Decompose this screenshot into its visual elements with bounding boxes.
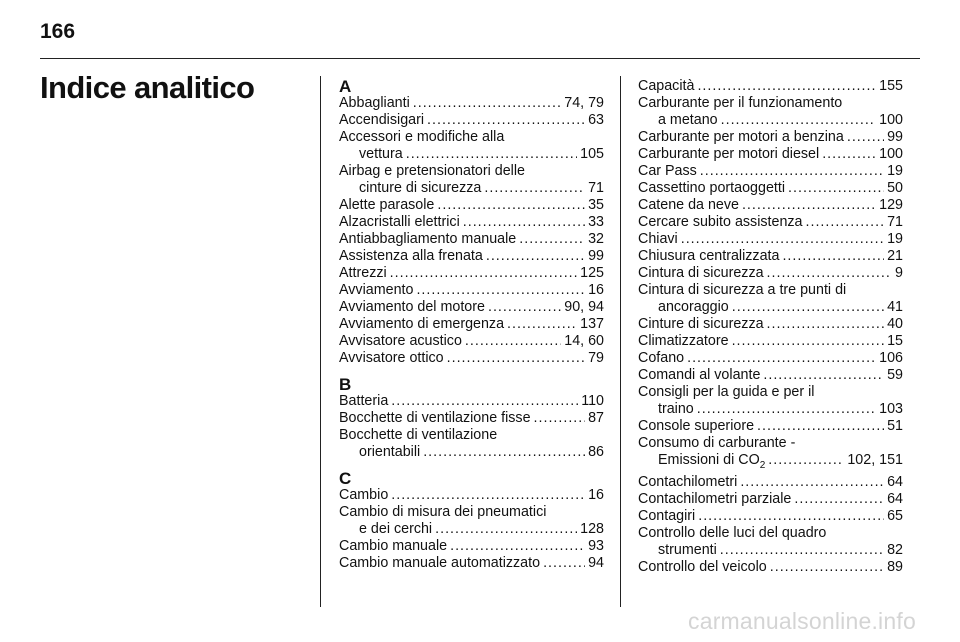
index-entry: Batteria ..... 110 bbox=[339, 393, 604, 410]
index-entry: Avviamento del motore ..... 90, 94 bbox=[339, 299, 604, 316]
index-entry: Avviamento ..... 16 bbox=[339, 282, 604, 299]
index-entry: strumenti ..... 82 bbox=[638, 542, 903, 559]
index-entry: Alette parasole ..... 35 bbox=[339, 197, 604, 214]
index-entry: Cassettino portaoggetti ..... 50 bbox=[638, 180, 903, 197]
index-entry: Contagiri ..... 65 bbox=[638, 508, 903, 525]
index-entry: ancoraggio ..... 41 bbox=[638, 299, 903, 316]
index-entry: Carburante per motori a benzina ..... 99 bbox=[638, 129, 903, 146]
index-entry: Car Pass ..... 19 bbox=[638, 163, 903, 180]
index-entry: Avviamento di emergenza ..... 137 bbox=[339, 316, 604, 333]
index-entry: a metano ..... 100 bbox=[638, 112, 903, 129]
index-entry: Contachilometri ..... 64 bbox=[638, 474, 903, 491]
index-entry: Chiavi ..... 19 bbox=[638, 231, 903, 248]
index-entry: Chiusura centralizzata ..... 21 bbox=[638, 248, 903, 265]
index-entry: e dei cerchi ..... 128 bbox=[339, 521, 604, 538]
index-entry: Cambio ..... 16 bbox=[339, 487, 604, 504]
index-entry: Abbaglianti ..... 74, 79 bbox=[339, 95, 604, 112]
index-entry: Cercare subito assistenza ..... 71 bbox=[638, 214, 903, 231]
letter-heading-a: A bbox=[339, 77, 352, 96]
index-entry: Assistenza alla frenata ..... 99 bbox=[339, 248, 604, 265]
index-entry: Capacità ..... 155 bbox=[638, 78, 903, 95]
index-column-2 bbox=[638, 78, 903, 576]
index-entry: Comandi al volante ..... 59 bbox=[638, 367, 903, 384]
index-entry: Alzacristalli elettrici ..... 33 bbox=[339, 214, 604, 231]
index-entry: vettura ..... 105 bbox=[339, 146, 604, 163]
index-entry: Cambio manuale automatizzato ..... 94 bbox=[339, 555, 604, 572]
index-entry: Emissioni di $CO_2$ ..... 102, 151 bbox=[638, 452, 903, 474]
letter-heading-b: B bbox=[339, 375, 352, 394]
index-entry: Bocchette di ventilazione fisse ..... 87 bbox=[339, 410, 604, 427]
header-rule bbox=[40, 58, 920, 59]
co2-subscript: 2 bbox=[759, 459, 766, 471]
index-entry: Attrezzi ..... 125 bbox=[339, 265, 604, 282]
index-entry: Accendisigari ..... 63 bbox=[339, 112, 604, 129]
index-entry-first-line: Cambio di misura dei pneumatici bbox=[339, 504, 547, 520]
index-entry: Avvisatore acustico ..... 14, 60 bbox=[339, 333, 604, 350]
index-entry: Console superiore ..... 51 bbox=[638, 418, 903, 435]
index-entry: Avvisatore ottico ..... 79 bbox=[339, 350, 604, 367]
index-entry: Cambio manuale ..... 93 bbox=[339, 538, 604, 555]
index-entry-first-line: Cintura di sicurezza a tre punti di bbox=[638, 282, 847, 298]
index-entry: Cofano ..... 106 bbox=[638, 350, 903, 367]
index-entry: Cintura di sicurezza ..... 9 bbox=[638, 265, 903, 282]
index-entry: cinture di sicurezza ..... 71 bbox=[339, 180, 604, 197]
index-entry: orientabili ..... 86 bbox=[339, 444, 604, 461]
index-entry: Carburante per motori diesel ..... 100 bbox=[638, 146, 903, 163]
section-title: Indice analitico bbox=[40, 70, 255, 105]
index-entry-first-line: Consigli per la guida e per il bbox=[638, 384, 815, 400]
index-entry: traino ..... 103 bbox=[638, 401, 903, 418]
index-entry: Controllo del veicolo ..... 89 bbox=[638, 559, 903, 576]
index-entry-first-line: Airbag e pretensionatori delle bbox=[339, 163, 525, 179]
watermark: carmanualsonline.info bbox=[688, 608, 916, 634]
page-number: 166 bbox=[40, 20, 76, 43]
index-entry: Catene da neve ..... 129 bbox=[638, 197, 903, 214]
index-entry-first-line: Bocchette di ventilazione bbox=[339, 427, 498, 443]
column-divider-middle bbox=[620, 76, 621, 607]
index-entry-first-line: Controllo delle luci del quadro bbox=[638, 524, 827, 541]
index-column-1 bbox=[339, 78, 604, 572]
index-entry-first-line: Consumo di carburante - bbox=[638, 435, 796, 451]
index-entry: Antiabbagliamento manuale ..... 32 bbox=[339, 231, 604, 248]
index-entry: Contachilometri parziale ..... 64 bbox=[638, 491, 903, 508]
column-divider-left bbox=[320, 76, 321, 607]
index-entry: Climatizzatore ..... 15 bbox=[638, 333, 903, 350]
letter-heading-c: C bbox=[339, 469, 352, 488]
index-entry: Cinture di sicurezza ..... 40 bbox=[638, 316, 903, 333]
index-entry-first-line: Carburante per il funzionamento bbox=[638, 95, 843, 111]
index-entry-first-line: Accessori e modifiche alla bbox=[339, 129, 505, 145]
